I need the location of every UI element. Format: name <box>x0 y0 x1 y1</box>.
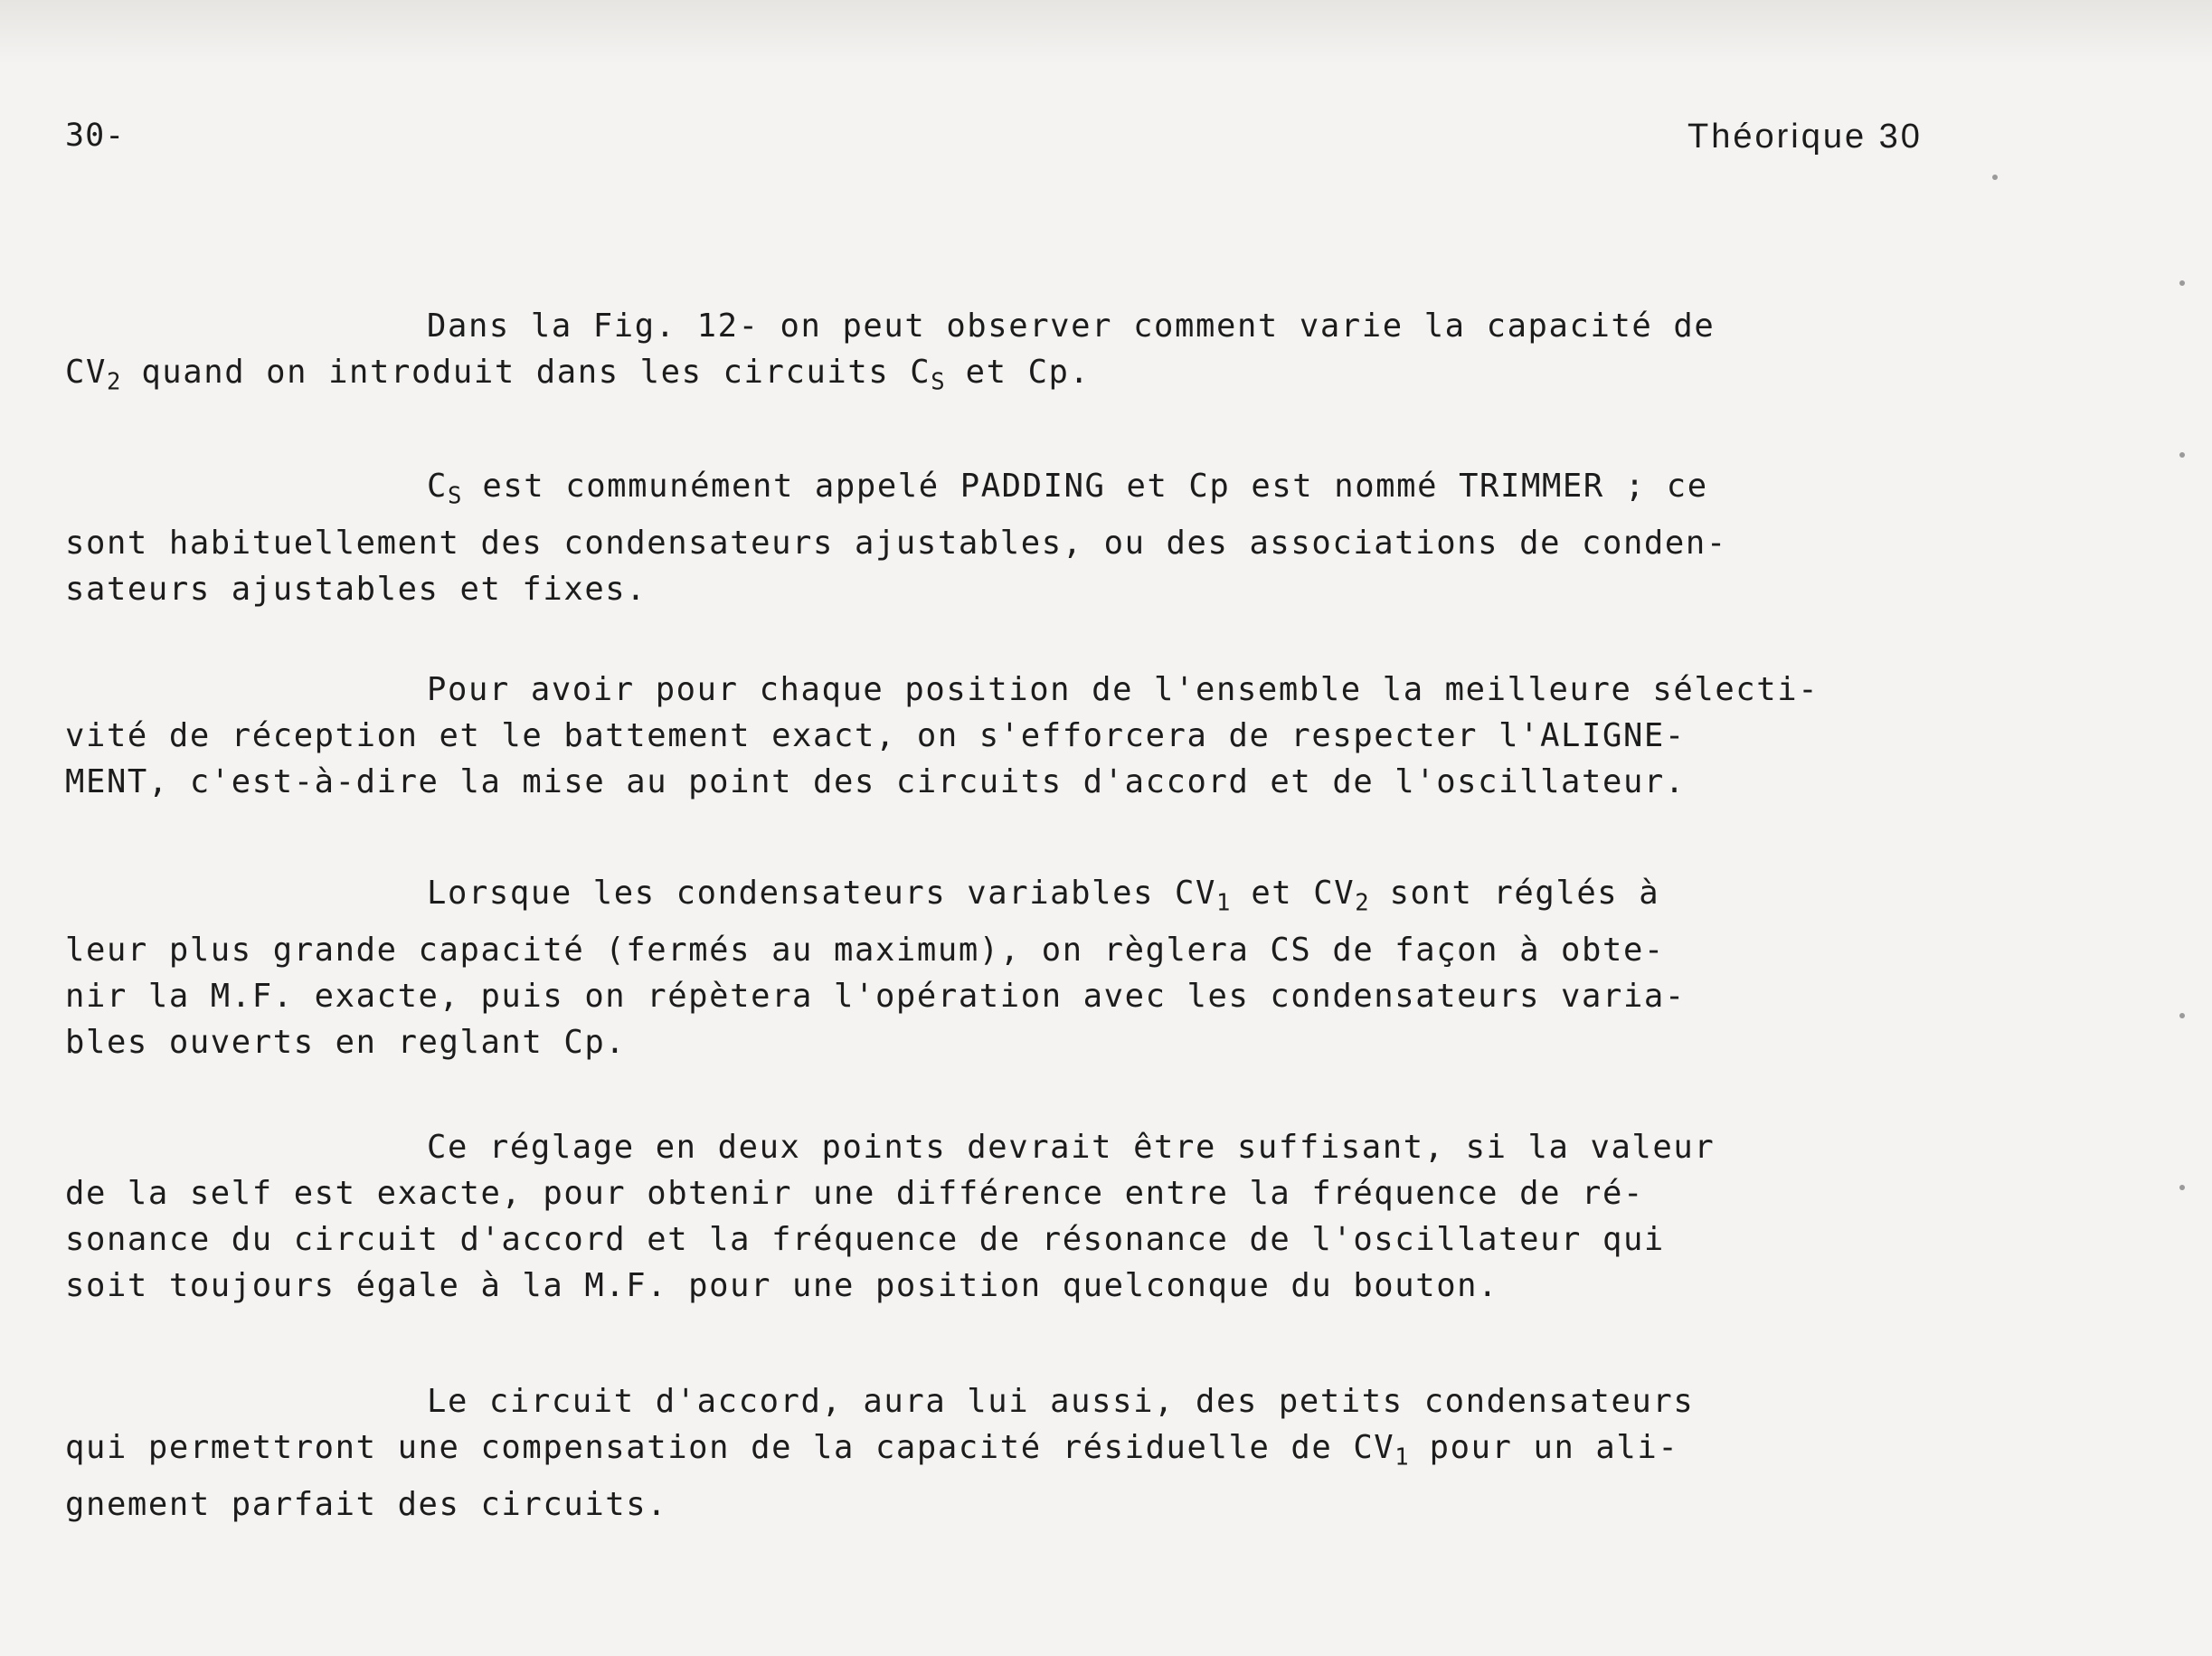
paragraph-3 <box>65 667 1946 805</box>
text-segment: sont réglés à <box>1368 875 1660 912</box>
text-line: nir la M.F. exacte, puis on répètera l'opération avec les condensateurs varia- <box>65 977 1686 1015</box>
text-line: vité de réception et le battement exact, on s'efforcera de respecter l'ALIGNE- <box>65 717 1686 754</box>
text-line: MENT, c'est-à-dire la mise au point des circuits d'accord et de l'oscillateur. <box>65 763 1686 800</box>
text-line: soit toujours égale à la M.F. pour une position quelconque du bouton. <box>65 1267 1499 1304</box>
text-line: sont habituellement des condensateurs ajustables, ou des associations de conden- <box>65 524 1727 562</box>
text-segment: C <box>427 468 448 505</box>
text-line: gnement parfait des circuits. <box>65 1485 668 1523</box>
text-line: de la self est exacte, pour obtenir une différence entre la fréquence de ré- <box>65 1175 1644 1212</box>
subscript: 2 <box>106 368 121 396</box>
text-line: sonance du circuit d'accord et la fréquence de résonance de l'oscillateur qui <box>65 1221 1665 1258</box>
running-title: Théorique 30 <box>1687 118 1923 156</box>
text-line: leur plus grande capacité (fermés au maximum), on règlera CS de façon à obte- <box>65 931 1665 969</box>
subscript: 1 <box>1215 889 1231 917</box>
scan-speck <box>2179 1013 2185 1018</box>
text-segment: quand on introduit dans les circuits C <box>120 354 931 391</box>
subscript: 1 <box>1394 1443 1409 1471</box>
text-segment: pour un ali- <box>1408 1429 1679 1466</box>
scan-speck <box>2179 452 2185 458</box>
subscript: S <box>447 482 462 510</box>
paragraph-4 <box>65 870 1946 1065</box>
scan-speck <box>1992 175 1998 180</box>
text-line <box>65 1424 1946 1481</box>
text-segment: est communément appelé PADDING et Cp est nommé TRIMMER ; ce <box>461 468 1708 505</box>
text-line <box>65 463 1946 520</box>
text-line <box>65 349 1946 406</box>
text-segment: et CV <box>1230 875 1356 912</box>
paragraph-1 <box>65 303 1946 406</box>
text-line: bles ouverts en reglant Cp. <box>65 1023 627 1061</box>
text-line: Dans la Fig. 12- on peut observer comment varie la capacité de <box>427 308 1716 345</box>
paragraph-2 <box>65 463 1946 612</box>
paragraph-5 <box>65 1124 1946 1309</box>
text-segment: et Cp. <box>944 354 1091 391</box>
page-number: 30- <box>65 118 126 154</box>
subscript: S <box>931 368 945 396</box>
scan-speck <box>2179 280 2185 286</box>
paragraph-6 <box>65 1378 1946 1528</box>
text-line: Pour avoir pour chaque position de l'ensemble la meilleure sélecti- <box>427 671 1820 708</box>
text-segment: qui permettront une compensation de la capacité résiduelle de CV <box>65 1429 1395 1466</box>
text-line: sateurs ajustables et fixes. <box>65 570 648 608</box>
subscript: 2 <box>1355 889 1369 917</box>
text-segment: Lorsque les condensateurs variables CV <box>427 875 1216 912</box>
scan-speck <box>2179 1185 2185 1190</box>
text-segment: CV <box>65 354 107 391</box>
text-line <box>65 870 1946 927</box>
text-line: Ce réglage en deux points devrait être suffisant, si la valeur <box>427 1129 1716 1166</box>
text-line: Le circuit d'accord, aura lui aussi, des petits condensateurs <box>427 1383 1695 1420</box>
